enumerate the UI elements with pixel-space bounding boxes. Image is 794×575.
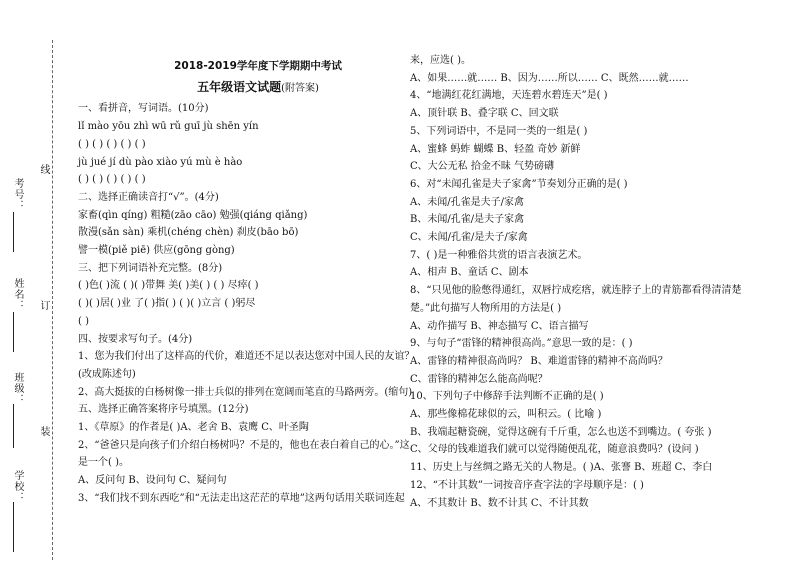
binding-mark-zhuang: 装	[38, 426, 49, 436]
question-line: 7、( )是一种雅俗共赏的语言表演艺术。	[410, 249, 588, 261]
question-line: A、未闻/孔雀是夫子/家禽	[410, 196, 524, 208]
question-line: 12、“不计其数”一词按音序查字法的字母顺序是：( )	[410, 479, 644, 491]
question-line: 3、“我们找不到东西吃”和“无法走出这茫茫的草地”这两句话用关联词连起	[78, 492, 405, 504]
question-line: 4、“地满红花红满地，天连碧水碧连天”是( )	[410, 90, 608, 102]
label-kaohao: 考号：	[12, 178, 23, 211]
question-line: 5、下列词语中，不是同一类的一组是( )	[410, 125, 588, 137]
question-line: 8、“只见他的脸憋得通红，双唇拧成疙瘩，就连脖子上的青筋都看得清清楚	[410, 285, 742, 297]
question-line: A、顶针联 B、叠字联 C、回文联	[410, 108, 559, 120]
question-line: 一、看拼音，写词语。(10分)	[78, 103, 209, 115]
banji-blank	[13, 404, 14, 448]
binding-mark-ding: 订	[38, 300, 49, 310]
question-line: jù jué jí dù pào xiào yú mù è hào	[78, 156, 243, 168]
question-line: 譬一模(piě piē) 供应(gōng gòng)	[78, 245, 235, 257]
exam-subtitle-note: (附答案)	[281, 82, 319, 94]
question-line: 1、《草原》的作者是( )A、老舍 B、袁鹰 C、叶圣陶	[78, 422, 309, 434]
question-line: ( )	[78, 315, 89, 327]
question-line: A、动作描写 B、神态描写 C、语言描写	[410, 320, 589, 332]
question-line: A、如果……就…… B、因为……所以…… C、既然……就……	[410, 72, 689, 84]
question-line: C、雷锋的精神怎么能高尚呢？	[410, 373, 548, 385]
question-line: 6、对“未闻孔雀是夫子家禽”节奏划分正确的是( )	[410, 178, 628, 190]
question-line: ( ) ( ) ( ) ( ) ( )	[78, 138, 146, 150]
question-line: C、父母的钱难道我们就可以觉得随便乱花，随意浪费吗？(设问 )	[410, 444, 699, 456]
question-line: A、反问句 B、设问句 C、疑问句	[78, 475, 227, 487]
label-banji: 班级：	[12, 372, 23, 405]
exam-subtitle-main: 五年级语文试题	[197, 79, 282, 94]
exam-subtitle	[118, 79, 398, 98]
question-line: 五、选择正确答案将序号填黑。(12分)	[78, 404, 249, 416]
binding-dashed-line	[52, 40, 53, 560]
kaohao-blank	[13, 212, 14, 252]
question-line: ( )( )居( )业 了( )指( ) ( )( )立言 ( )躬尽	[78, 298, 256, 310]
left-question-lines	[78, 100, 415, 507]
question-line: B、我端起糖瓷碗，觉得这碗有千斤重，怎么也送不到嘴边。( 夸张 )	[410, 426, 712, 438]
right-question-lines	[410, 52, 785, 512]
question-line: 2、“爸爸只是向孩子们介绍白杨树吗？不是的，他也在表白着自己的心。”这	[78, 439, 410, 451]
question-line: ( )色( )流 ( )( )带舞 美( )美( ) ( ) 尽瘁( )	[78, 280, 259, 292]
xingming-blank	[13, 312, 14, 352]
question-line: 来，应选( )。	[410, 55, 471, 66]
question-line: A、蜜蜂 蚂蚱 蝴蝶 B、轻盈 奇妙 新鲜	[410, 143, 581, 155]
question-line: C、未闻/孔雀/是夫子/家禽	[410, 232, 528, 244]
right-column	[410, 52, 785, 512]
question-line: B、未闻/孔雀/是夫子家禽	[410, 214, 525, 226]
question-line: 10、下列句子中修辞手法判断不正确的是( )	[410, 391, 604, 403]
question-line: 散漫(sǎn sàn) 乘机(chéng chèn) 刹皮(bāo bō)	[78, 227, 299, 239]
question-line: 家畜(qìn qíng) 粗糙(zāo cāo) 勉强(qiáng qiǎng)	[78, 209, 308, 221]
question-line: A、相声 B、童话 C、剧本	[410, 267, 529, 279]
label-xingming: 姓名：	[12, 278, 23, 311]
question-line: 三、把下列词语补充完整。(8分)	[78, 262, 223, 274]
question-line: lǐ mào yōu zhì wū rǔ guī jù shēn yín	[78, 121, 259, 133]
question-line: C、大公无私 拾金不昧 气势磅礴	[410, 161, 555, 173]
question-line: 2、高大挺拔的白杨树像一排士兵似的排列在宽阔而笔直的马路两旁。(缩句)	[78, 386, 413, 398]
question-line: ( ) ( ) ( ) ( ) ( )	[78, 174, 146, 186]
question-line: 四、按要求写句子。(4分)	[78, 333, 193, 345]
question-line: 二、选择正确读音打“√”。(4分)	[78, 191, 219, 203]
question-line: A、雷锋的精神很高尚吗？ B、难道雷锋的精神不高尚吗？	[410, 355, 668, 367]
binding-margin	[0, 0, 70, 575]
exam-title: 2018-2019学年度下学期期中考试	[174, 60, 342, 72]
question-line: A、不其数计 B、数不计其 C、不计其数	[410, 497, 589, 509]
question-line: 11、历史上与丝绸之路无关的人物是。( )A、张謇 B、班超 C、李白	[410, 462, 713, 474]
xuexiao-blank	[13, 502, 14, 552]
question-line: 1、您为我们付出了这样高的代价，难道还不足以表达您对中国人民的友谊？	[78, 351, 415, 363]
question-line: 楚。”此句描写人物所用的方法是( )	[410, 302, 562, 314]
question-line: 9、与句子“雷锋的精神很高尚。”意思一致的是：( )	[410, 338, 633, 350]
binding-mark-xian: 线	[38, 164, 49, 174]
question-line: 是一个( )。	[78, 457, 129, 469]
label-xuexiao: 学校：	[12, 470, 23, 503]
question-line: A、那些像棉花球似的云，叫积云。( 比喻 )	[410, 409, 602, 421]
question-line: (改成陈述句)	[78, 368, 136, 380]
left-column	[78, 58, 415, 508]
